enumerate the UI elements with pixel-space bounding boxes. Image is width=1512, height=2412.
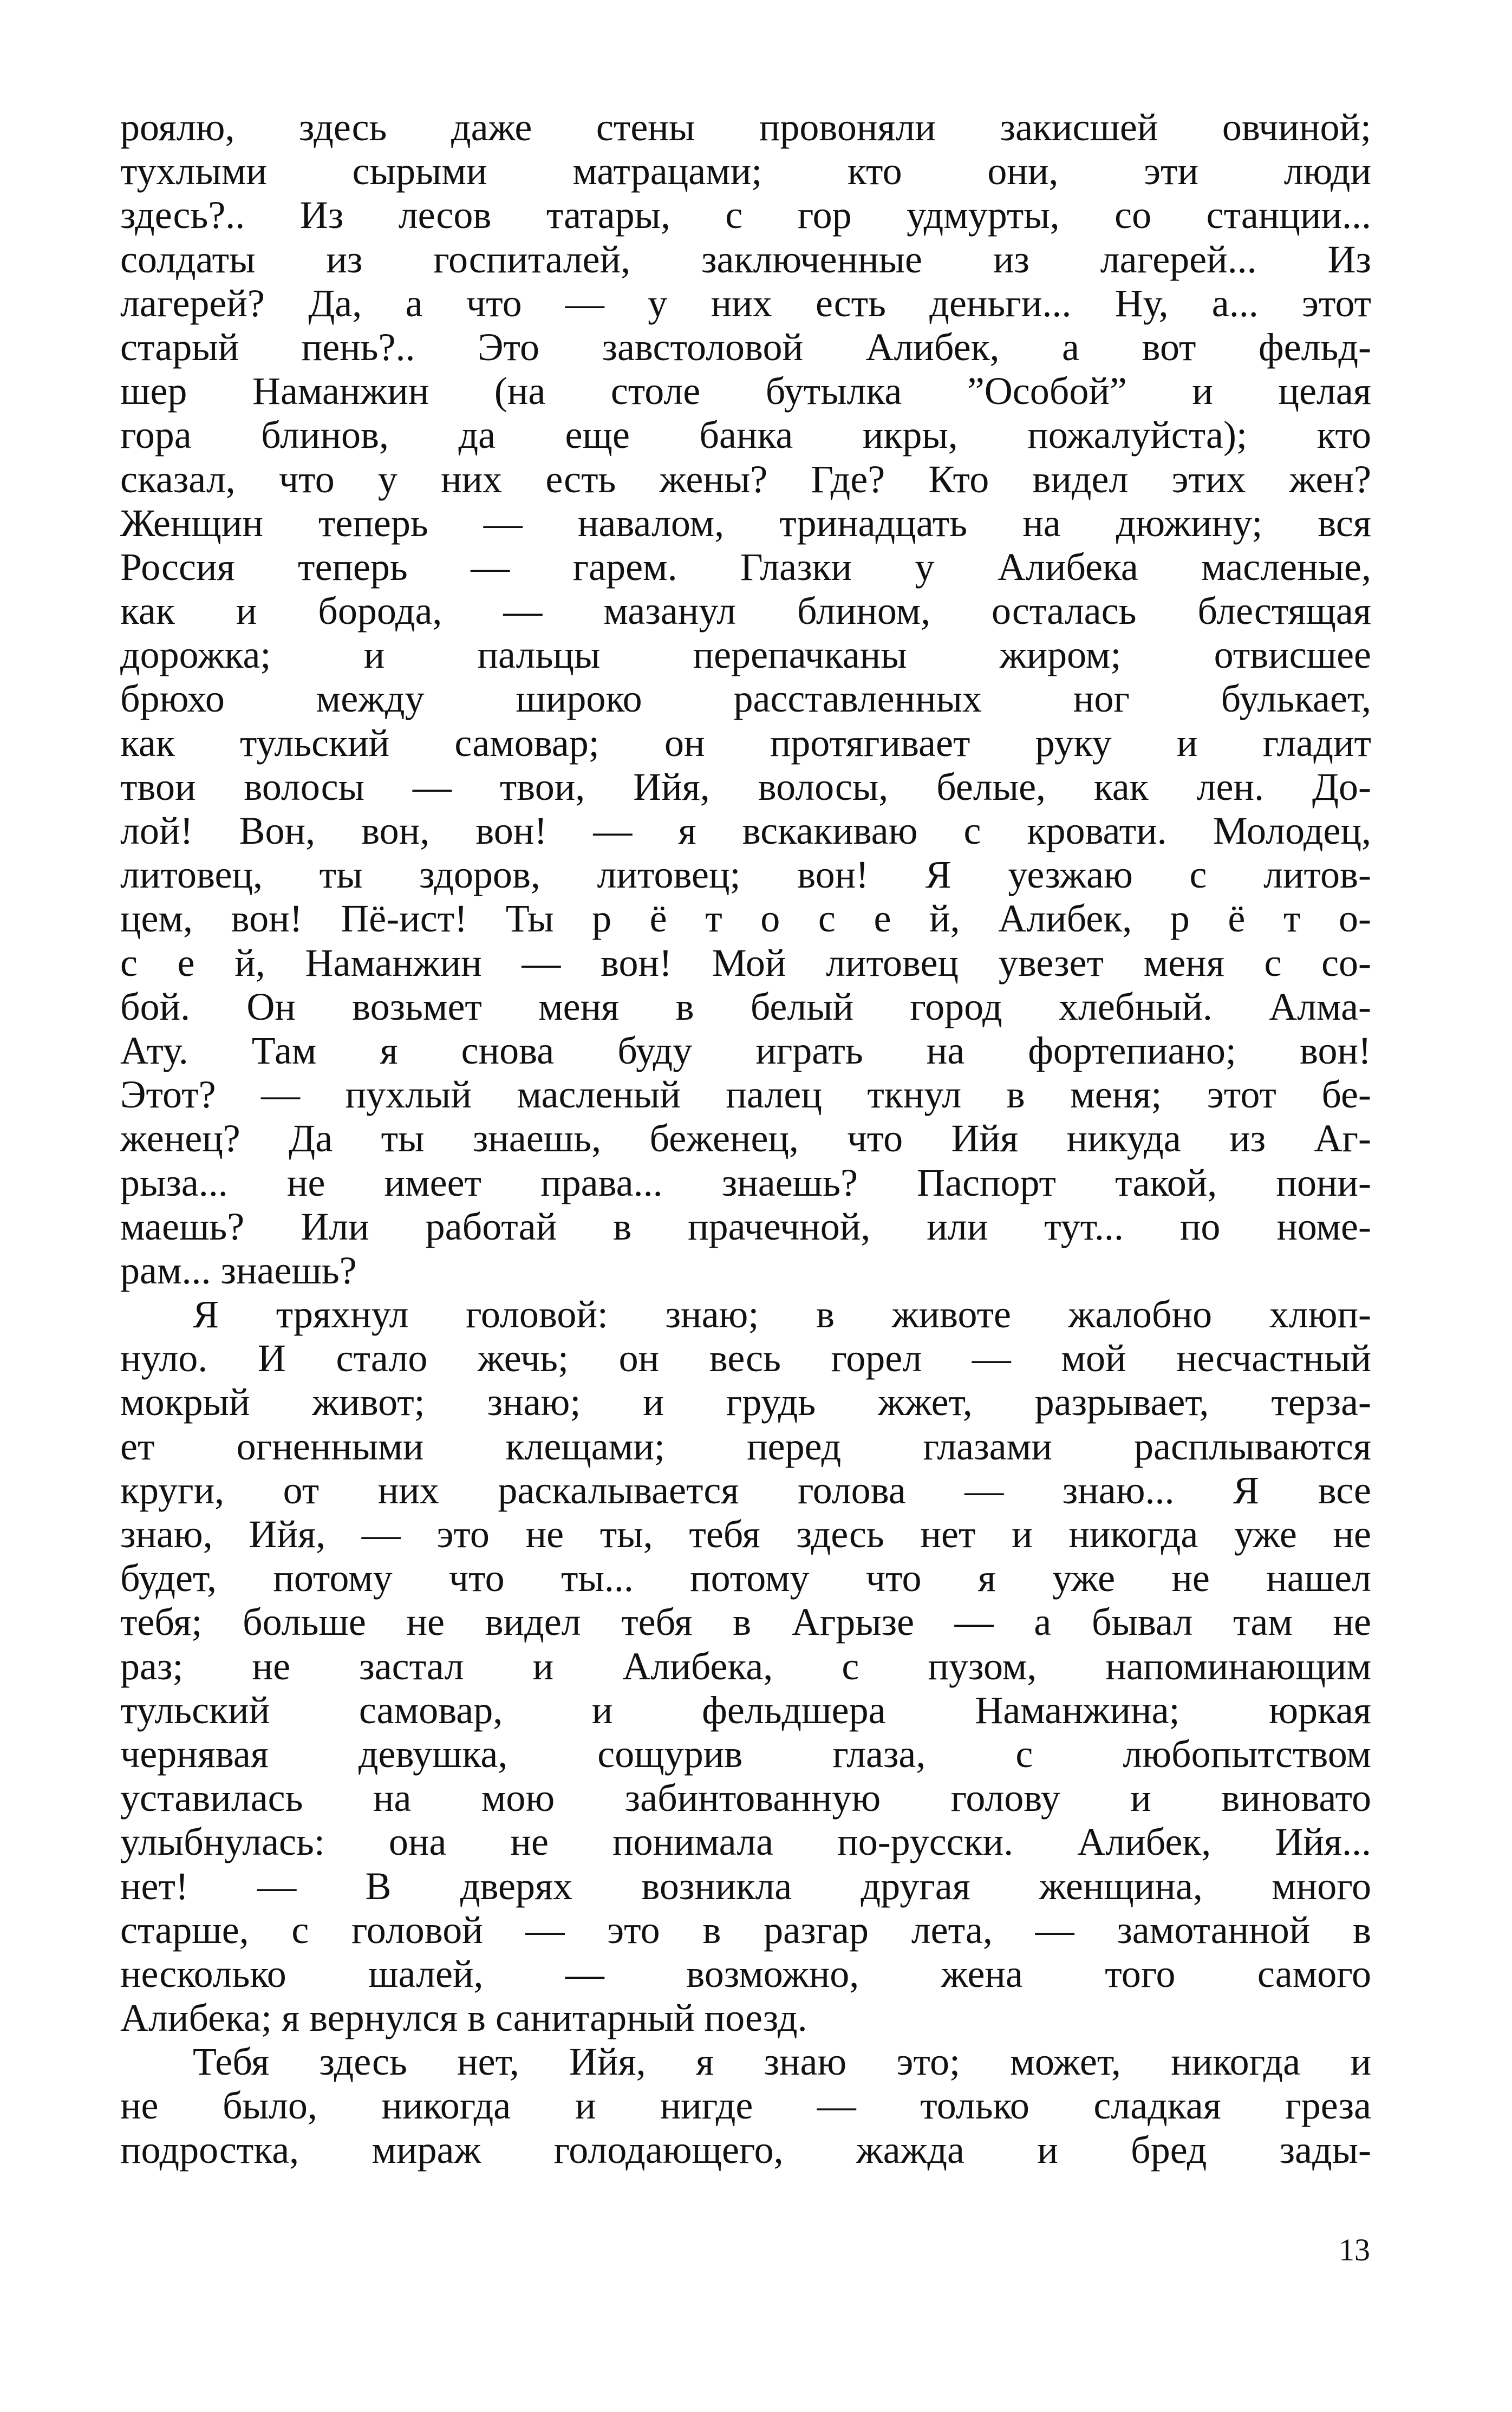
page-number: 13 xyxy=(1339,2232,1370,2267)
text-line: подростка, мираж голодающего, жажда и бред зады- xyxy=(120,2128,1371,2172)
text-line: старый пень?.. Это завстоловой Алибек, а вот фельд- xyxy=(120,325,1371,369)
text-line: с е й, Наманжин — вон! Мой литовец увезет меня с со- xyxy=(120,941,1371,985)
text-line: цем, вон! Пё-ист! Ты р ё т о с е й, Алибек, р ё т о- xyxy=(120,897,1371,941)
text-line: не было, никогда и нигде — только сладкая греза xyxy=(120,2084,1371,2128)
text-line: маешь? Или работай в прачечной, или тут... по номе- xyxy=(120,1204,1371,1248)
text-line: знаю, Ийя, — это не ты, тебя здесь нет и никогда уже не xyxy=(120,1513,1371,1556)
text-line: Россия теперь — гарем. Глазки у Алибека масленые, xyxy=(120,545,1371,589)
text-line: здесь?.. Из лесов татары, с гор удмурты, со станции... xyxy=(120,193,1371,237)
text-line: как тульский самовар; он протягивает руку и гладит xyxy=(120,721,1371,765)
text-line: Этот? — пухлый масленый палец ткнул в меня; этот бе- xyxy=(120,1073,1371,1117)
text-line: ет огненными клещами; перед глазами расплываются xyxy=(120,1424,1371,1468)
text-line: брюхо между широко расставленных ног булькает, xyxy=(120,677,1371,721)
text-line: чернявая девушка, сощурив глаза, с любопытством xyxy=(120,1732,1371,1776)
text-line: тухлыми сырыми матрацами; кто они, эти люди xyxy=(120,149,1371,193)
text-line: гора блинов, да еще банка икры, пожалуйста); кто xyxy=(120,413,1371,457)
text-line: Женщин теперь — навалом, тринадцать на дюжину; вся xyxy=(120,501,1371,545)
text-line: рам... знаешь? xyxy=(120,1248,357,1292)
text-line: рыза... не имеет права... знаешь? Паспорт такой, пони- xyxy=(120,1161,1371,1204)
text-line: уставилась на мою забинтованную голову и виновато xyxy=(120,1776,1371,1820)
text-line: старше, с головой — это в разгар лета, — замотанной в xyxy=(120,1908,1371,1952)
text-line: тульский самовар, и фельдшера Наманжина; юркая xyxy=(120,1688,1371,1732)
text-line: Тебя здесь нет, Ийя, я знаю это; может, никогда и xyxy=(193,2040,1371,2084)
text-line: бой. Он возьмет меня в белый город хлебный. Алма- xyxy=(120,985,1371,1028)
text-line: твои волосы — твои, Ийя, волосы, белые, как лен. До- xyxy=(120,765,1371,809)
text-line: раз; не застал и Алибека, с пузом, напоминающим xyxy=(120,1644,1371,1688)
text-line: литовец, ты здоров, литовец; вон! Я уезжаю с литов- xyxy=(120,853,1371,897)
text-line: Я тряхнул головой: знаю; в животе жалобно хлюп- xyxy=(193,1293,1371,1337)
text-line: нет! — В дверях возникла другая женщина, много xyxy=(120,1864,1371,1908)
text-line: Алибека; я вернулся в санитарный поезд. xyxy=(120,1996,807,2040)
text-line: роялю, здесь даже стены провоняли закисшей овчиной; xyxy=(120,106,1371,149)
text-line: несколько шалей, — возможно, жена того самого xyxy=(120,1952,1371,1996)
text-line: дорожка; и пальцы перепачканы жиром; отвисшее xyxy=(120,633,1371,677)
text-line: нуло. И стало жечь; он весь горел — мой несчастный xyxy=(120,1337,1371,1380)
text-line: солдаты из госпиталей, заключенные из лагерей... Из xyxy=(120,237,1371,281)
text-line: улыбнулась: она не понимала по-русски. Алибек, Ийя... xyxy=(120,1820,1371,1864)
text-line: круги, от них раскалывается голова — знаю... Я все xyxy=(120,1468,1371,1512)
text-line: шер Наманжин (на столе бутылка ”Особой” и целая xyxy=(120,369,1371,413)
text-line: Ату. Там я снова буду играть на фортепиано; вон! xyxy=(120,1028,1371,1072)
text-line: женец? Да ты знаешь, беженец, что Ийя никуда из Аг- xyxy=(120,1117,1371,1161)
text-line: лагерей? Да, а что — у них есть деньги... Ну, а... этот xyxy=(120,281,1371,325)
body-text xyxy=(120,106,1371,2172)
text-line: мокрый живот; знаю; и грудь жжет, разрывает, терза- xyxy=(120,1380,1371,1424)
text-line: сказал, что у них есть жены? Где? Кто видел этих жен? xyxy=(120,457,1371,501)
text-line: лой! Вон, вон, вон! — я вскакиваю с кровати. Молодец, xyxy=(120,809,1371,852)
text-line: как и борода, — мазанул блином, осталась блестящая xyxy=(120,589,1371,633)
text-line: будет, потому что ты... потому что я уже не нашел xyxy=(120,1556,1371,1600)
text-line: тебя; больше не видел тебя в Агрызе — а бывал там не xyxy=(120,1600,1371,1644)
